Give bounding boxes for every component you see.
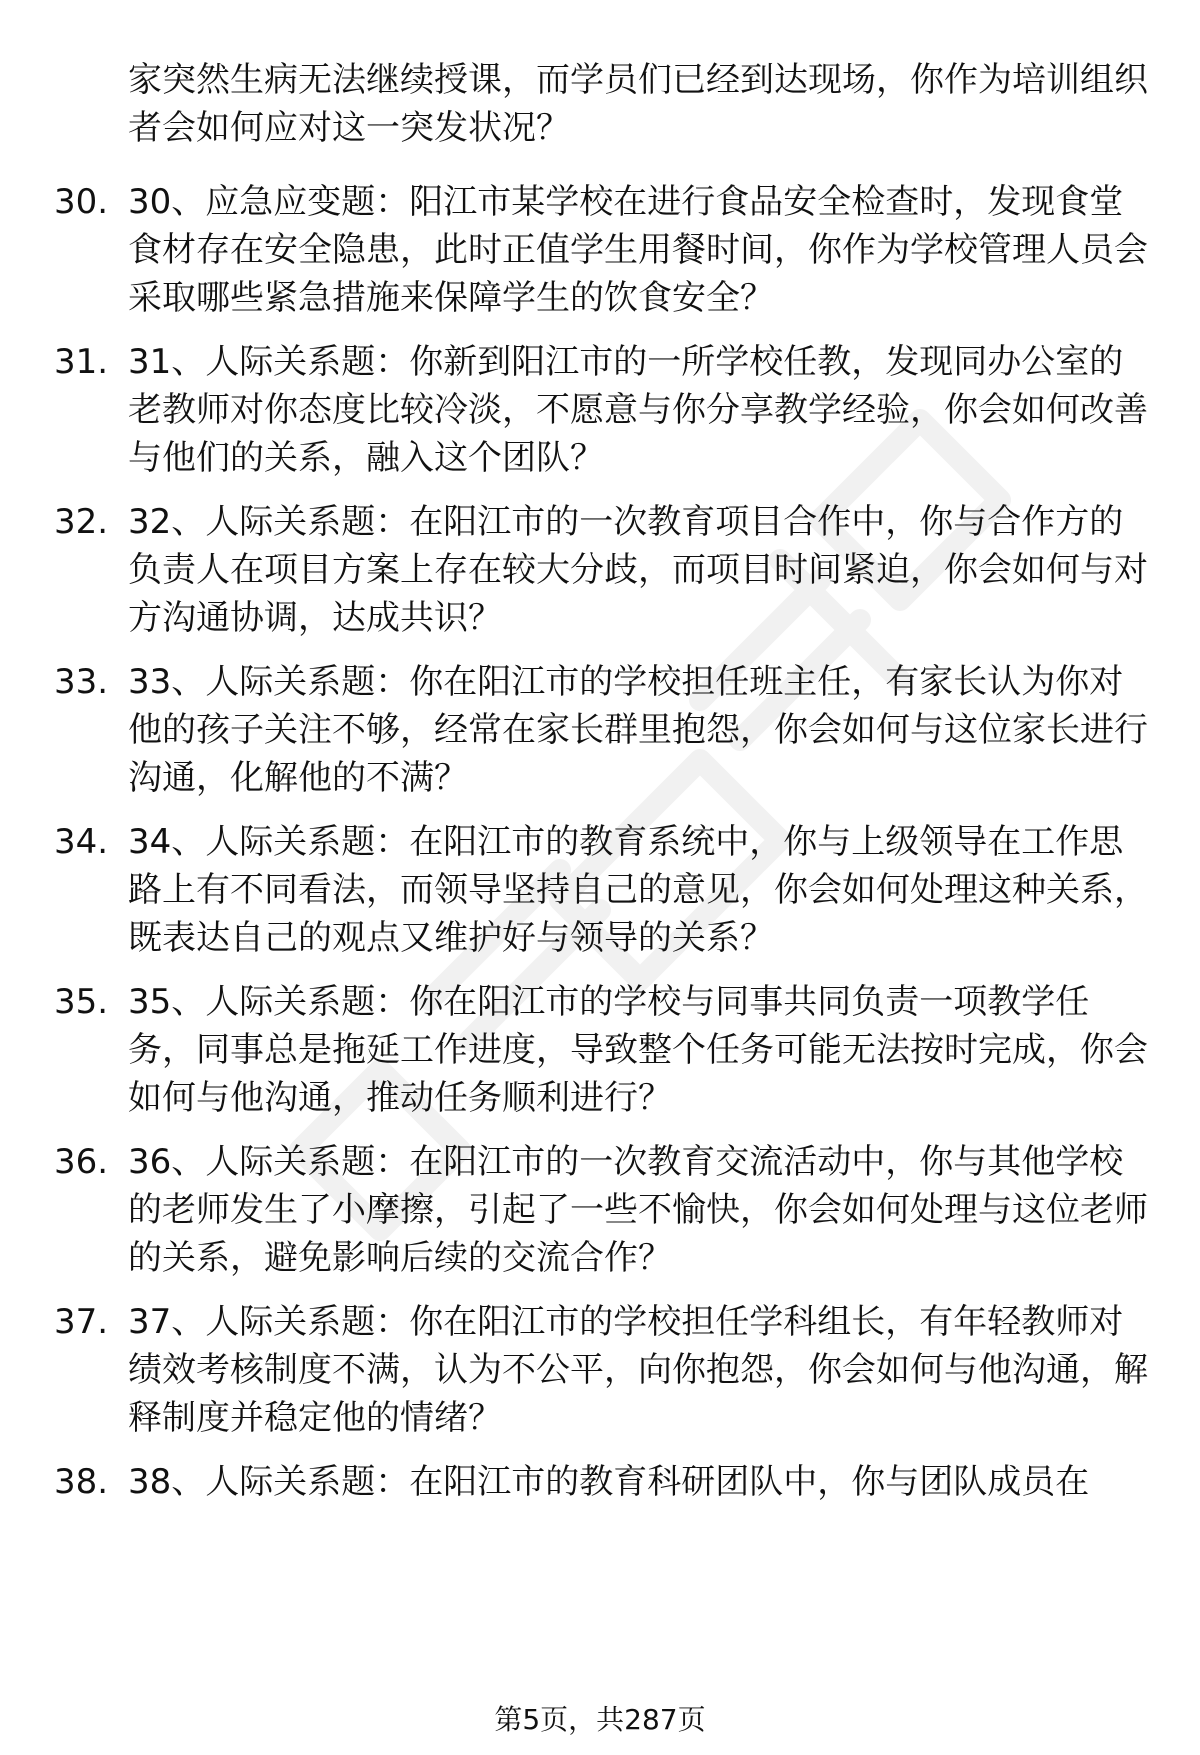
item-number: 36. — [54, 1142, 109, 1182]
item-number: 38. — [54, 1462, 109, 1502]
item-text: 38、人际关系题：在阳江市的教育科研团队中，你与团队成员在 — [128, 1462, 1090, 1502]
item-number: 33. — [54, 662, 109, 702]
item-number: 35. — [54, 982, 109, 1022]
continuation-paragraph: 家突然生病无法继续授课，而学员们已经到达现场，你作为培训组织者会如何应对这一突发状况？ — [128, 60, 1148, 148]
page-footer: 第5页，共287页 — [494, 1703, 706, 1736]
item-text: 33、人际关系题：你在阳江市的学校担任班主任，有家长认为你对他的孩子关注不够，经常在家长群里抱怨，你会如何与这位家长进行沟通，化解他的不满？ — [128, 662, 1148, 798]
item-text: 32、人际关系题：在阳江市的一次教育项目合作中，你与合作方的负责人在项目方案上存在较大分歧，而项目时间紧迫，你会如何与对方沟通协调，达成共识？ — [128, 502, 1148, 638]
item-number: 37. — [54, 1302, 109, 1342]
item-number: 34. — [54, 822, 109, 862]
item-text: 31、人际关系题：你新到阳江市的一所学校任教，发现同办公室的老教师对你态度比较冷淡，不愿意与你分享教学经验，你会如何改善与他们的关系，融入这个团队？ — [128, 342, 1148, 478]
item-number: 32. — [54, 502, 109, 542]
item-text: 30、应急应变题：阳江市某学校在进行食品安全检查时，发现食堂食材存在安全隐患，此时正值学生用餐时间，你作为学校管理人员会采取哪些紧急措施来保障学生的饮食安全？ — [128, 182, 1148, 318]
item-text: 35、人际关系题：你在阳江市的学校与同事共同负责一项教学任务，同事总是拖延工作进度，导致整个任务可能无法按时完成，你会如何与他沟通，推动任务顺利进行？ — [128, 982, 1148, 1118]
item-text: 36、人际关系题：在阳江市的一次教育交流活动中，你与其他学校的老师发生了小摩擦，引起了一些不愉快，你会如何处理与这位老师的关系，避免影响后续的交流合作？ — [128, 1142, 1148, 1278]
item-number: 31. — [54, 342, 109, 382]
item-text: 37、人际关系题：你在阳江市的学校担任学科组长，有年轻教师对绩效考核制度不满，认为不公平，向你抱怨，你会如何与他沟通，解释制度并稳定他的情绪？ — [128, 1302, 1148, 1438]
item-text: 34、人际关系题：在阳江市的教育系统中，你与上级领导在工作思路上有不同看法，而领导坚持自己的意见，你会如何处理这种关系，既表达自己的观点又维护好与领导的关系？ — [128, 822, 1148, 958]
item-number: 30. — [54, 182, 109, 222]
